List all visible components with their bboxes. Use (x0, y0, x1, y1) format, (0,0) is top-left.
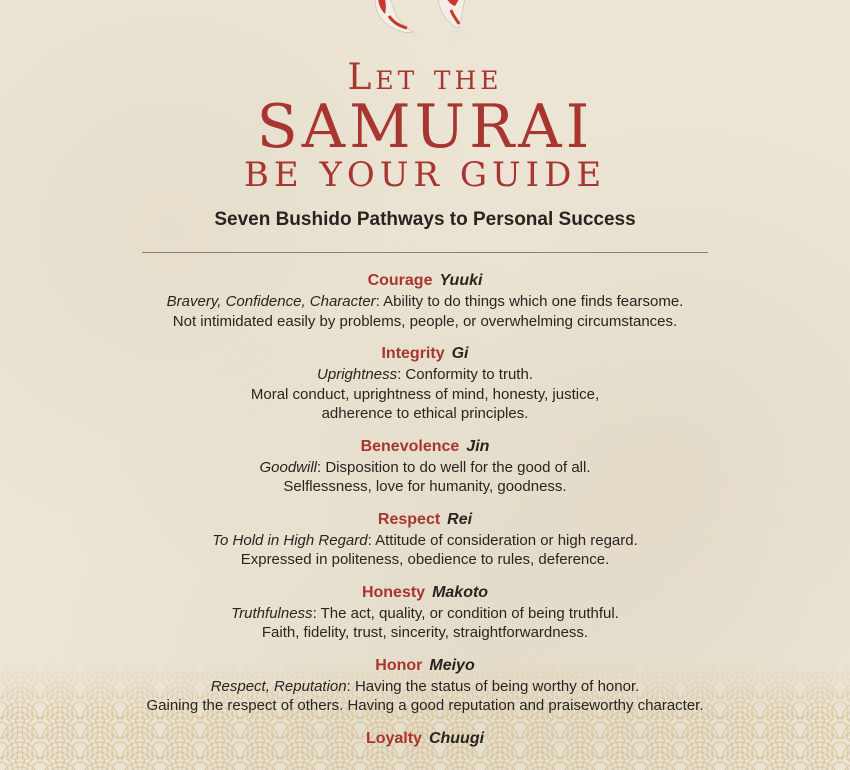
virtue-description: Moral conduct, uprightness of mind, honesty, justice, (250, 385, 600, 403)
virtue-item (0, 436, 850, 497)
virtue-japanese: Gi (451, 345, 469, 362)
virtue-heading (0, 270, 850, 292)
virtue-definition-text: : The act, quality, or condition of being truthful. (312, 604, 619, 622)
virtue-description: Gaining the respect of others. Having a good reputation and praiseworthy character. (146, 697, 704, 714)
virtue-description: Expressed in politeness, obedience to rules, deference. (240, 551, 610, 568)
virtue-definition (0, 677, 850, 697)
virtue-definition (0, 531, 850, 551)
virtue-description: Selflessness, love for humanity, goodness. (283, 478, 567, 495)
virtue-definition (0, 458, 850, 478)
virtue-term: Bravery, Confidence, Character (166, 293, 376, 310)
virtue-term: Goodwill (259, 458, 318, 476)
virtue-item (0, 582, 850, 643)
virtue-definition-text: : Conformity to truth. (397, 366, 533, 383)
virtue-heading (0, 436, 850, 458)
virtue-japanese: Jin (466, 437, 490, 455)
virtue-definition-text: : Disposition to do well for the good of all. (317, 458, 591, 476)
virtue-description: Not intimidated easily by problems, people, or overwhelming circumstances. (172, 312, 678, 330)
virtue-description: adherence to ethical principles. (321, 405, 529, 422)
virtue-description: Faith, fidelity, trust, sincerity, straightforwardness. (261, 624, 589, 641)
virtue-item (0, 270, 850, 331)
title-line-2: SAMURAI (256, 92, 594, 162)
virtue-heading (0, 655, 850, 677)
virtue-name: Loyalty (365, 729, 422, 747)
virtue-name: Respect (377, 510, 441, 528)
virtue-definition (0, 292, 850, 312)
virtue-heading (0, 728, 850, 750)
divider (142, 252, 708, 253)
virtue-item (0, 728, 850, 750)
virtue-term: Truthfulness (231, 604, 313, 622)
virtue-japanese: Chuugi (428, 729, 485, 747)
virtue-japanese: Rei (447, 510, 473, 528)
virtue-heading (0, 509, 850, 531)
title-line-1: Let the (347, 57, 503, 98)
virtue-term: To Hold in High Regard (212, 531, 368, 549)
virtue-definition-text: : Attitude of consideration or high regard. (367, 531, 638, 549)
virtue-name: Courage (367, 272, 433, 289)
koi-fish-icon (355, 0, 495, 48)
virtue-name: Honor (375, 656, 423, 674)
virtue-item (0, 343, 850, 424)
virtue-japanese: Yuuki (439, 272, 483, 289)
virtue-list (0, 270, 850, 762)
virtue-definition-text: : Having the status of being worthy of honor. (346, 677, 640, 695)
virtue-name: Honesty (361, 583, 426, 601)
virtue-heading (0, 582, 850, 604)
virtue-definition (0, 365, 850, 385)
virtue-name: Integrity (381, 345, 445, 362)
virtue-name: Benevolence (360, 437, 460, 455)
virtue-japanese: Makoto (432, 583, 489, 601)
virtue-definition-text: : Ability to do things which one finds fearsome. (375, 293, 684, 310)
virtue-japanese: Meiyo (429, 656, 475, 674)
virtue-heading (0, 343, 850, 365)
virtue-term: Respect, Reputation (210, 677, 347, 695)
title-line-3: BE YOUR GUIDE (243, 155, 607, 195)
poster-title (0, 58, 850, 194)
virtue-term: Uprightness (317, 366, 398, 383)
virtue-item (0, 509, 850, 570)
virtue-definition (0, 604, 850, 624)
virtue-item (0, 655, 850, 716)
subtitle: Seven Bushido Pathways to Personal Success (214, 209, 636, 230)
